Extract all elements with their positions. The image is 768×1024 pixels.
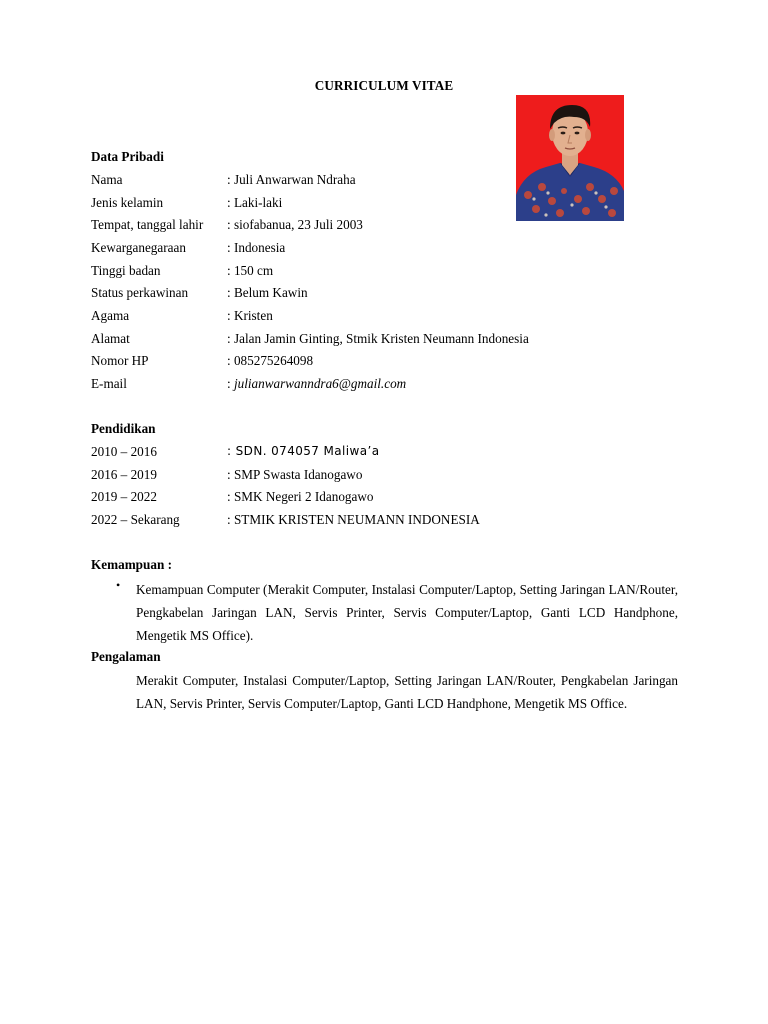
row-value: : Juli Anwarwan Ndraha (227, 172, 356, 187)
row-value: : Laki-laki (227, 195, 283, 210)
person-photo-icon (516, 95, 624, 221)
row-value: : STMIK KRISTEN NEUMANN INDONESIA (227, 512, 480, 527)
row-value: : SMP Swasta Idanogawo (227, 467, 363, 482)
experience-text: Merakit Computer, Instalasi Computer/Laptop, Setting Jaringan LAN/Router, Pengkabelan Jaringan LAN, Servis Printer, Servis Computer/Laptop, Ganti LCD Handphone, Mengetik MS Office. (136, 673, 678, 711)
row-label: 2010 – 2016 (91, 444, 157, 459)
row-label: Agama (91, 308, 130, 323)
row-label: Jenis kelamin (91, 195, 164, 210)
row-label: E-mail (91, 376, 127, 391)
row-value: : SDN. 074057 Maliwa’a (227, 444, 380, 458)
email-colon: : (227, 376, 234, 391)
row-label: Alamat (91, 331, 130, 346)
experience-heading: Pengalaman (91, 649, 161, 664)
row-value: : SMK Negeri 2 Idanogawo (227, 489, 374, 504)
profile-photo (516, 95, 624, 221)
row-value: : 085275264098 (227, 353, 314, 368)
row-label: Status perkawinan (91, 285, 189, 300)
row-label: 2016 – 2019 (91, 467, 157, 482)
skills-heading: Kemampuan : (91, 557, 172, 572)
row-label: Kewarganegaraan (91, 240, 186, 255)
personal-data-heading: Data Pribadi (91, 149, 164, 164)
row-label: Tinggi badan (91, 263, 161, 278)
email-link[interactable]: julianwarwanndra6@gmail.com (233, 376, 407, 391)
row-value: : Kristen (227, 308, 273, 323)
row-value: : Jalan Jamin Ginting, Stmik Kristen Neumann Indonesia (227, 331, 529, 346)
row-label: Nomor HP (91, 353, 149, 368)
skills-item: Kemampuan Computer (Merakit Computer, Instalasi Computer/Laptop, Setting Jaringan LAN/Router, Pengkabelan Jaringan LAN, Servis Printer, Servis Computer/Laptop, Ganti LCD Handphone, Mengetik MS Office). (136, 582, 678, 643)
row-value: : siofabanua, 23 Juli 2003 (227, 217, 363, 232)
row-value: : Belum Kawin (227, 285, 308, 300)
row-label: Tempat, tanggal lahir (91, 217, 204, 232)
row-label: Nama (91, 172, 123, 187)
education-heading: Pendidikan (91, 421, 156, 436)
row-label: 2022 – Sekarang (91, 512, 180, 527)
row-value-email (227, 376, 406, 392)
bullet-icon: • (116, 578, 121, 592)
row-value: : Indonesia (227, 240, 286, 255)
row-value: : 150 cm (227, 263, 274, 278)
row-label: 2019 – 2022 (91, 489, 157, 504)
document-title: CURRICULUM VITAE (314, 78, 454, 93)
